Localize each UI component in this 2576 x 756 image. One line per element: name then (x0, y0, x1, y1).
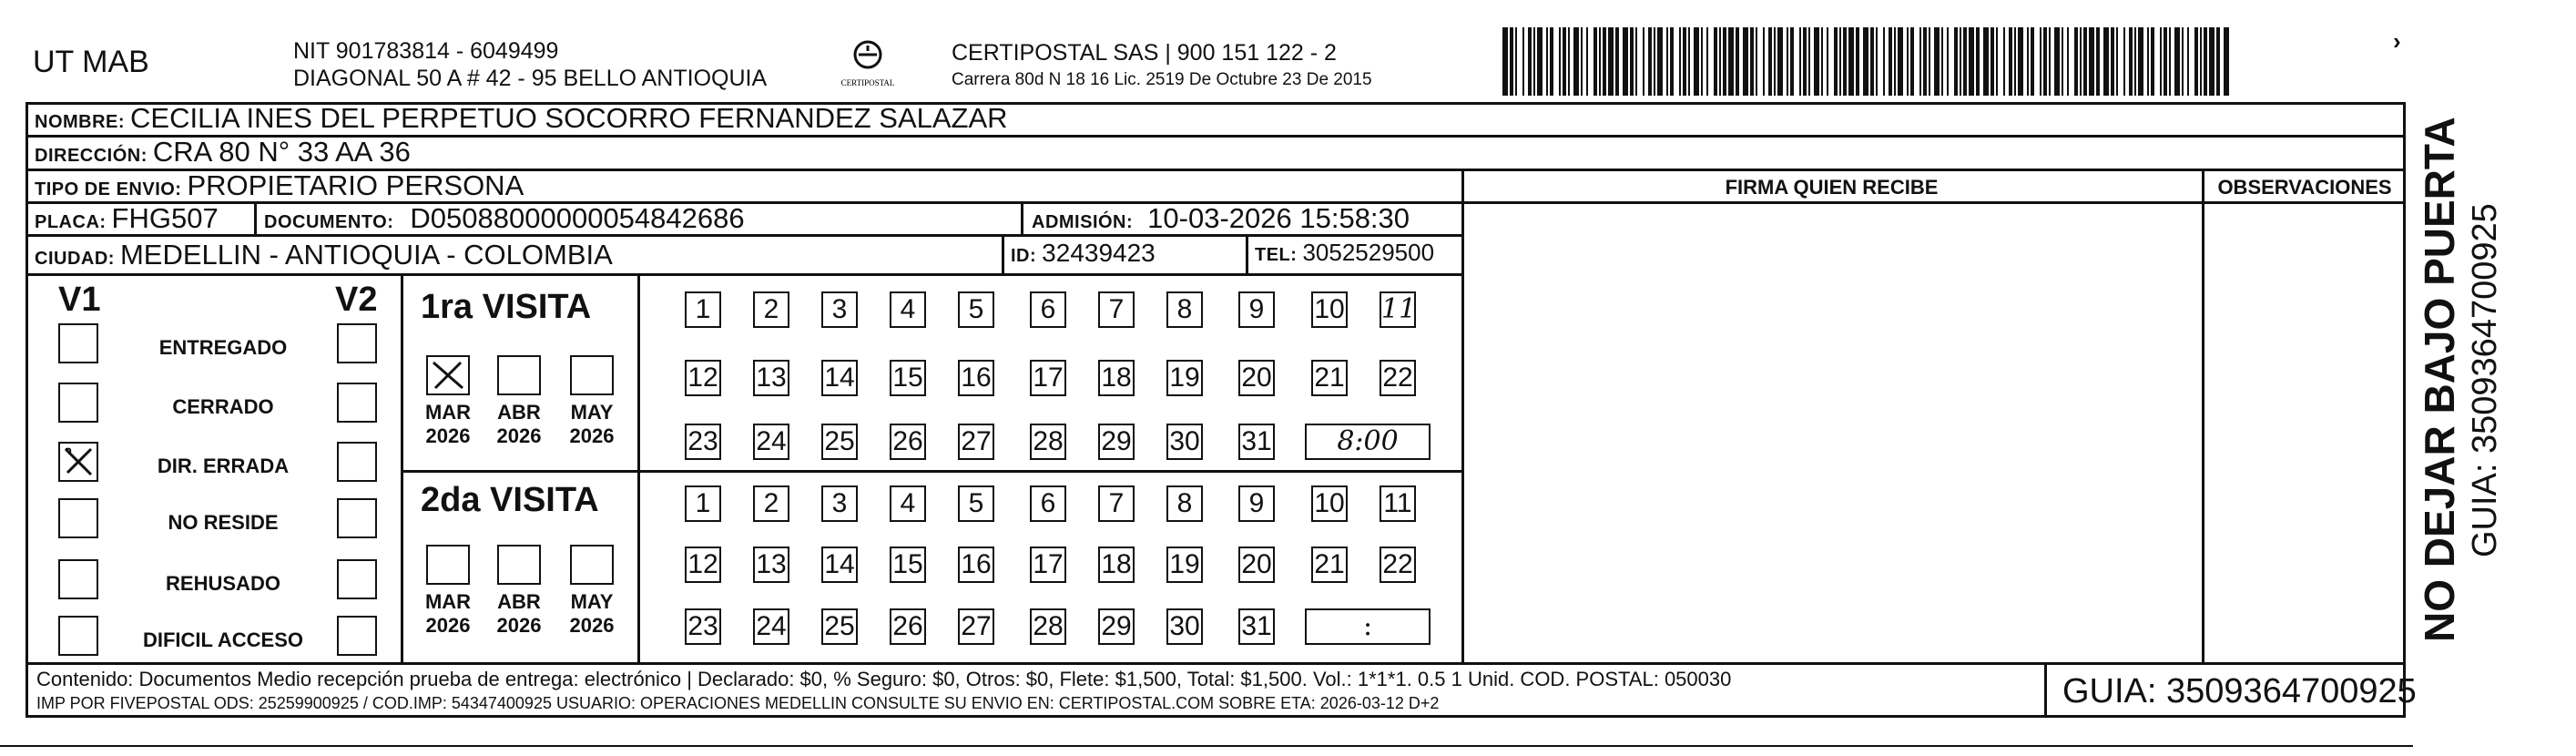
first-day-box[interactable]: 11 (1380, 291, 1416, 328)
first-day-box[interactable]: 7 (1098, 291, 1135, 328)
second-day-box[interactable]: 15 (890, 547, 926, 583)
v1-checkbox[interactable] (58, 559, 98, 599)
first-month-box[interactable] (426, 355, 470, 395)
status-option-label: DIFICIL ACCESO (142, 628, 303, 651)
second-month-box[interactable] (570, 545, 614, 585)
company-nit: NIT 901783814 - 6049499 (293, 38, 559, 64)
address-label: DIRECCIÓN: (35, 146, 148, 166)
admission-value: 10-03-2026 15:58:30 (1147, 202, 1410, 234)
month-year: 2026 (496, 424, 542, 447)
month-year: 2026 (425, 614, 471, 637)
month-year: 2026 (569, 614, 615, 637)
second-day-box[interactable]: 26 (890, 608, 926, 645)
observations-header: OBSERVACIONES (2217, 176, 2392, 199)
v2-checkbox[interactable] (337, 559, 377, 599)
second-day-box[interactable]: 1 (685, 485, 721, 522)
name-label: NOMBRE: (35, 112, 126, 132)
v2-checkbox[interactable] (337, 383, 377, 423)
second-day-box[interactable]: 8 (1166, 485, 1203, 522)
second-day-box[interactable]: 17 (1030, 547, 1066, 583)
month-name: ABR (497, 401, 541, 424)
v1-checkbox[interactable] (58, 498, 98, 538)
second-day-box[interactable]: 31 (1238, 608, 1275, 645)
v1-header: V1 (58, 281, 101, 319)
second-day-box[interactable]: 21 (1311, 547, 1348, 583)
city-row (35, 239, 613, 271)
second-day-box[interactable]: 23 (685, 608, 721, 645)
city-label: CIUDAD: (35, 249, 115, 269)
first-month-label (421, 401, 475, 448)
document-label: DOCUMENTO: (264, 212, 394, 232)
status-option-label: ENTREGADO (158, 336, 288, 359)
second-day-box[interactable]: 3 (821, 485, 858, 522)
first-day-box[interactable]: 15 (890, 360, 926, 396)
second-day-box[interactable]: 29 (1098, 608, 1135, 645)
second-month-label (565, 590, 619, 638)
company-address: DIAGONAL 50 A # 42 - 95 BELLO ANTIOQUIA (293, 66, 768, 91)
month-name: MAR (424, 401, 472, 424)
second-day-box[interactable]: 7 (1098, 485, 1135, 522)
status-option-label: DIR. ERRADA (157, 455, 290, 477)
address-row (35, 136, 411, 169)
carrier-name: CERTIPOSTAL SAS | 900 151 122 - 2 (952, 40, 1337, 66)
first-day-box[interactable]: 29 (1098, 424, 1135, 460)
month-name: MAR (424, 590, 472, 613)
second-day-box[interactable]: 16 (958, 547, 994, 583)
carrier-license: Carrera 80d N 18 16 Lic. 2519 De Octubre 23 De 2015 (952, 70, 1372, 89)
first-day-box[interactable]: 16 (958, 360, 994, 396)
tel-label: TEL: (1255, 245, 1298, 265)
first-day-box[interactable]: 30 (1166, 424, 1203, 460)
certipostal-logo (836, 38, 900, 93)
first-day-box[interactable]: 23 (685, 424, 721, 460)
v2-header: V2 (335, 281, 378, 319)
first-day-box[interactable]: 22 (1380, 360, 1416, 396)
first-day-box[interactable]: 18 (1098, 360, 1135, 396)
name-value: CECILIA INES DEL PERPETUO SOCORRO FERNANDEZ SALAZAR (130, 102, 1008, 134)
admission-label: ADMISIÓN: (1032, 212, 1134, 232)
type-row (35, 169, 524, 202)
second-day-box[interactable]: 9 (1238, 485, 1275, 522)
v2-checkbox[interactable] (337, 323, 377, 363)
second-day-box[interactable]: 11 (1380, 485, 1416, 522)
barcode-bar (2229, 27, 2231, 96)
first-day-box[interactable]: 4 (890, 291, 926, 328)
first-day-box[interactable]: 28 (1030, 424, 1066, 460)
footer-print-info: IMP POR FIVEPOSTAL ODS: 25259900925 / COD.IMP: 54347400925 USUARIO: OPERACIONES MEDELLIN CONSULTE SU ENVIO EN: CERTIPOSTAL.COM SOBRE ETA: 2026-03-12 D+2 (36, 694, 1440, 712)
month-name: ABR (497, 590, 541, 613)
second-day-box[interactable]: 6 (1030, 485, 1066, 522)
first-day-box[interactable]: 26 (890, 424, 926, 460)
v1-checkbox[interactable] (58, 616, 98, 656)
plate-label: PLACA: (35, 212, 107, 232)
second-time-box[interactable]: : (1305, 608, 1431, 645)
first-visit-title: 1ra VISITA (421, 288, 592, 326)
barcode (1502, 27, 2231, 96)
first-day-box[interactable]: 24 (753, 424, 789, 460)
admission-row (1032, 202, 1410, 235)
tel-row (1255, 239, 1434, 267)
second-visit-title: 2da VISITA (421, 481, 599, 519)
first-day-box[interactable]: 14 (821, 360, 858, 396)
first-day-box[interactable]: 8 (1166, 291, 1203, 328)
second-month-box[interactable] (426, 545, 470, 585)
tel-value: 3052529500 (1302, 239, 1435, 266)
second-day-box[interactable]: 24 (753, 608, 789, 645)
first-day-box[interactable]: 9 (1238, 291, 1275, 328)
first-day-box[interactable]: 27 (958, 424, 994, 460)
month-year: 2026 (569, 424, 615, 447)
second-day-box[interactable]: 19 (1166, 547, 1203, 583)
second-day-box[interactable]: 18 (1098, 547, 1135, 583)
first-day-box[interactable]: 17 (1030, 360, 1066, 396)
v1-checkbox[interactable] (58, 442, 98, 482)
month-year: 2026 (496, 614, 542, 637)
address-value: CRA 80 N° 33 AA 36 (152, 136, 411, 168)
type-label: TIPO DE ENVIO: (35, 179, 182, 199)
document-value: D05088000000054842686 (410, 202, 745, 234)
second-day-box[interactable]: 20 (1238, 547, 1275, 583)
second-day-box[interactable]: 4 (890, 485, 926, 522)
month-name: MAY (570, 401, 614, 424)
second-month-label (421, 590, 475, 638)
v2-checkbox[interactable] (337, 498, 377, 538)
second-day-box[interactable]: 10 (1311, 485, 1348, 522)
svg-text:CERTIPOSTAL: CERTIPOSTAL (840, 78, 895, 87)
second-day-box[interactable]: 2 (753, 485, 789, 522)
second-day-box[interactable]: 27 (958, 608, 994, 645)
first-day-box[interactable]: 19 (1166, 360, 1203, 396)
document-row (264, 202, 745, 235)
v2-checkbox[interactable] (337, 442, 377, 482)
type-value: PROPIETARIO PERSONA (187, 169, 524, 201)
name-row (35, 102, 1008, 135)
first-day-box[interactable]: 5 (958, 291, 994, 328)
id-label: ID: (1011, 246, 1037, 266)
first-time-box[interactable]: 8:00 (1305, 424, 1431, 460)
second-day-box[interactable]: 12 (685, 547, 721, 583)
month-name: MAY (570, 590, 614, 613)
first-day-box[interactable]: 21 (1311, 360, 1348, 396)
second-month-box[interactable] (497, 545, 541, 585)
side-notice: NO DEJAR BAJO PUERTA (2416, 117, 2463, 642)
status-option-label: REHUSADO (166, 572, 280, 595)
first-month-box[interactable] (497, 355, 541, 395)
first-month-label (565, 401, 619, 448)
second-day-box[interactable]: 25 (821, 608, 858, 645)
first-day-box[interactable]: 3 (821, 291, 858, 328)
v1-checkbox[interactable] (58, 323, 98, 363)
first-day-box[interactable]: 31 (1238, 424, 1275, 460)
plate-row (35, 202, 219, 235)
side-guide: GUIA: 3509364700925 (2466, 203, 2504, 557)
plate-value: FHG507 (111, 202, 219, 234)
second-day-box[interactable]: 22 (1380, 547, 1416, 583)
v2-checkbox[interactable] (337, 616, 377, 656)
first-day-box[interactable]: 1 (685, 291, 721, 328)
footer-guide: GUIA: 3509364700925 (2062, 672, 2417, 710)
signature-header: FIRMA QUIEN RECIBE (1725, 176, 1939, 199)
status-option-label: NO RESIDE (168, 511, 279, 534)
footer-content: Contenido: Documentos Medio recepción prueba de entrega: electrónico | Declarado: $0, % Seguro: $0, Otros: $0, Flete: $1,500, Total: $1,500. Vol.: 1*1*1. 0.5 1 Unid. COD. POSTAL: 050030 (36, 668, 1732, 690)
first-day-box[interactable]: 6 (1030, 291, 1066, 328)
second-day-box[interactable]: 30 (1166, 608, 1203, 645)
first-day-box[interactable]: 10 (1311, 291, 1348, 328)
first-day-box[interactable]: 25 (821, 424, 858, 460)
second-day-box[interactable]: 14 (821, 547, 858, 583)
first-month-box[interactable] (570, 355, 614, 395)
v1-checkbox[interactable] (58, 383, 98, 423)
id-value: 32439423 (1042, 239, 1156, 267)
second-month-label (492, 590, 546, 638)
company-name: UT MAB (33, 45, 149, 79)
second-day-box[interactable]: 13 (753, 547, 789, 583)
id-row (1011, 239, 1156, 268)
second-day-box[interactable]: 28 (1030, 608, 1066, 645)
first-day-box[interactable]: 12 (685, 360, 721, 396)
second-day-box[interactable]: 5 (958, 485, 994, 522)
first-month-label (492, 401, 546, 448)
corner-mark: › (2393, 27, 2401, 55)
first-day-box[interactable]: 2 (753, 291, 789, 328)
status-option-label: CERRADO (172, 395, 274, 418)
month-year: 2026 (425, 424, 471, 447)
first-day-box[interactable]: 20 (1238, 360, 1275, 396)
first-day-box[interactable]: 13 (753, 360, 789, 396)
city-value: MEDELLIN - ANTIOQUIA - COLOMBIA (119, 239, 613, 271)
